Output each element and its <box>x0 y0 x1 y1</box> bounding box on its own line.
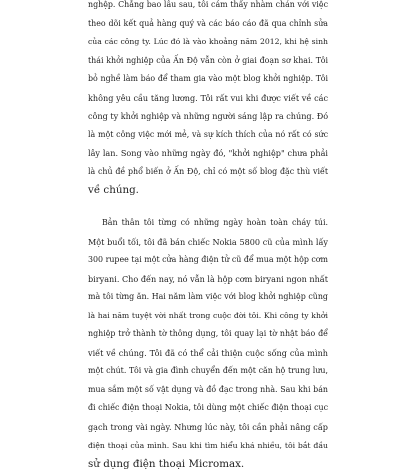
text-line: biryani. Cho đến nay, nó vẫn là hộp cơm biryani ngon nhất <box>88 273 329 284</box>
text-line: mua sắm một số vật dụng và đồ đạc trong nhà. Sau khi bán <box>88 384 328 394</box>
text-line: không yêu cầu tăng lương. Tôi rất vui khi được viết về các <box>88 92 328 103</box>
text-line: Một buổi tối, tôi đã bán chiếc Nokia 5800 cũ của mình lấy <box>88 236 328 247</box>
text-line: 300 rupee tại một cửa hàng điện tử cũ để mua một hộp cơm <box>88 255 329 265</box>
text-line: đi chiếc điện thoại Nokia, tôi dùng một chiếc điện thoại cục <box>88 403 328 413</box>
text-line: của các công ty. Lúc đó là vào khoảng năm 2012, khi hệ sinh <box>88 37 328 47</box>
text-line: viết về chúng. Tôi đã có thể cải thiện cuộc sống của mình <box>88 347 328 358</box>
paragraph-gap <box>88 200 328 214</box>
text-line: là hai năm tuyệt vời nhất trong cuộc đời tôi. Khi công ty khởi <box>88 310 328 320</box>
text-line: gạch trong vài ngày. Nhưng lúc này, tôi cần phải nâng cấp <box>88 422 328 433</box>
text-line: là chủ đề phổ biến ở Ấn Độ, chỉ có một số blog đặc thù viết <box>88 166 328 176</box>
text-column <box>88 0 328 474</box>
text-line: là một công việc mới mẻ, và sự kích thích của nó rất có sức <box>88 129 328 139</box>
text-line: về chúng. <box>88 184 139 197</box>
paragraph-1 <box>88 0 328 200</box>
text-line: theo dõi kết quả hàng quý và các báo cáo đã qua chỉnh sửa <box>88 18 328 28</box>
text-line: công ty khởi nghiệp và những người sáng lập ra chúng. Đó <box>88 111 329 122</box>
text-line: lây lan. Song vào những ngày đó, "khởi nghiệp" chưa phải <box>88 148 328 159</box>
text-line: nghệp. Chẳng bao lâu sau, tôi cảm thấy nhàm chán với việc <box>88 0 328 9</box>
text-line: điện thoại của mình. Sau khi tìm hiểu khá nhiều, tôi bắt đầu <box>88 440 328 450</box>
text-line: nghiệp trở thành tờ thông dụng, tôi quay lại tờ nhật báo để <box>88 329 328 339</box>
text-line: sử dụng điện thoại Micromax. <box>88 458 245 471</box>
text-line: mà tôi từng ăn. Hai năm làm việc với blog khởi nghiệp cũng <box>88 292 328 302</box>
text-line: bỏ nghề làm báo để tham gia vào một blog khởi nghiệp. Tôi <box>88 74 328 84</box>
text-line: Bản thân tôi từng có những ngày hoàn toàn cháy túi. <box>102 218 328 228</box>
text-line: thái khởi nghiệp của Ấn Độ vẫn còn ở giai đoạn sơ khai. Tôi <box>88 55 328 65</box>
paragraph-2 <box>88 214 328 474</box>
text-line: một chút. Tôi và gia đình chuyển đến một căn hộ trung lưu, <box>88 366 328 376</box>
